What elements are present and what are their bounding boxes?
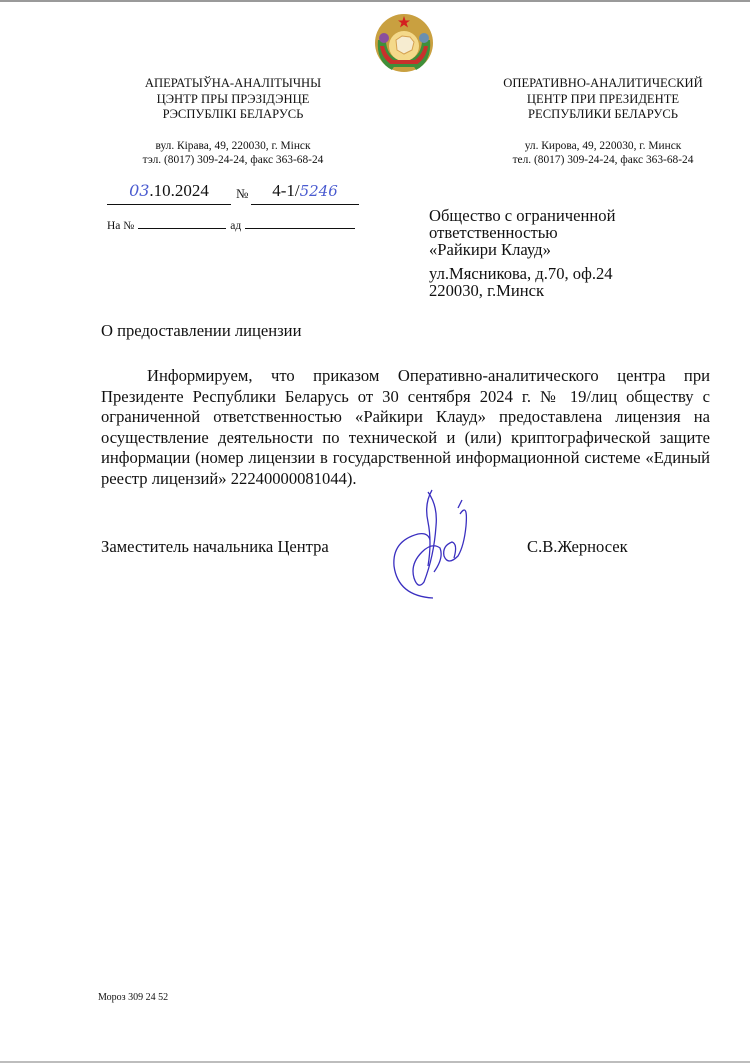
belarus-coat-of-arms-icon xyxy=(372,12,436,74)
registration-line xyxy=(107,180,367,210)
issuer-header-belarusian xyxy=(100,76,366,167)
issuer-contacts-be: вул. Кірава, 49, 220030, г. Мінск тэл. (8017) 309-24-24, факс 363-68-24 xyxy=(142,139,324,166)
signer-name: С.В.Жерносек xyxy=(527,537,628,556)
executor-contact: Мороз 309 24 52 xyxy=(98,992,169,1003)
recipient-name: Общество с ограниченной ответственностью «Райкири Клауд» xyxy=(429,206,616,259)
issuer-contacts-ru: ул. Кирова, 49, 220030, г. Минск тел. (8017) 309-24-24, факс 363-68-24 xyxy=(512,139,694,166)
page-top-border xyxy=(0,0,750,2)
recipient-block xyxy=(429,207,615,299)
letter-subject: О предоставлении лицензии xyxy=(101,321,302,340)
ref-date-blank xyxy=(245,218,355,229)
issuer-header-russian xyxy=(470,76,736,167)
registration-number xyxy=(251,180,359,205)
registration-date xyxy=(107,180,231,205)
number-label: № xyxy=(236,186,249,201)
issuer-name-ru: ОПЕРАТИВНО-АНАЛИТИЧЕСКИЙ ЦЕНТР ПРИ ПРЕЗИДЕНТЕ РЕСПУБЛИКИ БЕЛАРУСЬ xyxy=(503,76,703,121)
number-handwritten: 5246 xyxy=(299,182,338,200)
ref-from-label: ад xyxy=(230,220,242,232)
number-printed: 4-1/ xyxy=(272,181,300,200)
signer-title: Заместитель начальника Центра xyxy=(101,537,329,556)
date-handwritten: 03 xyxy=(129,181,150,200)
recipient-address: ул.Мясникова, д.70, оф.24 220030, г.Минск xyxy=(429,264,613,300)
ref-label: На № xyxy=(107,220,135,232)
reference-line xyxy=(107,218,355,232)
letter-body: Информируем, что приказом Оперативно-аналитического центра при Президенте Республики Беларусь от 30 сентября 2024 г. № 19/лиц обществу с ограниченной ответственностью «Райкири Клауд» предоставлена лицензия на осуществление деятельности по технической и (или) криптографической защите информации (номер лицензии в государственной информационной системе «Единый реестр лицензий» 22240000081044). xyxy=(101,366,710,488)
handwritten-signature-icon xyxy=(388,486,478,606)
ref-number-blank xyxy=(138,218,226,229)
date-printed: .10.2024 xyxy=(149,181,209,200)
issuer-name-be: АПЕРАТЫЎНА-АНАЛІТЫЧНЫ ЦЭНТР ПРЫ ПРЭЗІДЭНЦЕ РЭСПУБЛІКІ БЕЛАРУСЬ xyxy=(144,76,322,121)
